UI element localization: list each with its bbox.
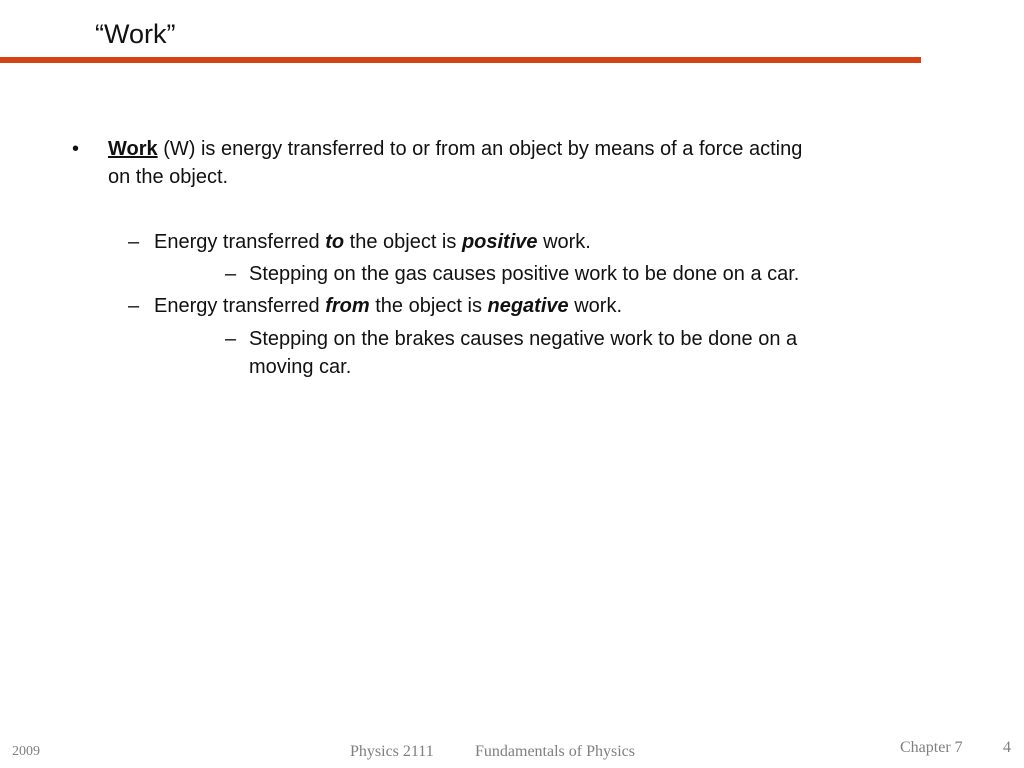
main-bullet-line-2: on the object. [108,166,229,188]
footer-course-title: Fundamentals of Physics [475,743,635,760]
emphasis-to: to [325,231,345,253]
title-divider [0,57,921,63]
term-work: Work [108,138,158,160]
bullet-marker: • [72,138,80,160]
slide-title: “Work” [95,19,176,49]
definition-text: (W) is energy transferred to or from an object by means of a force acting [157,138,803,160]
dash-marker: – [225,263,237,285]
detail-line-1: Stepping on the brakes causes negative work to be done on a [249,328,798,350]
emphasis-from: from [325,295,370,317]
detail-line-2: moving car. [249,356,352,378]
emphasis-negative: negative [487,295,569,317]
sub-bullet-text: Energy transferred [154,295,326,317]
detail-positive-example [249,260,909,288]
detail-line-1: Stepping on the gas causes positive work to be done on a car. [249,263,800,285]
sub-bullet-text: Energy transferred [154,231,326,253]
sub-bullet-text: the object is [369,295,488,317]
footer-course: Physics 2111 [350,743,434,760]
sub-bullet-positive [154,228,591,256]
main-bullet-line-1 [108,135,918,163]
footer-year: 2009 [12,744,40,759]
footer-page-number: 4 [1003,739,1011,756]
sub-bullet-text: work. [568,295,622,317]
dash-marker: – [225,328,237,350]
dash-marker: – [128,231,140,253]
detail-negative-example [249,325,909,381]
emphasis-positive: positive [461,231,538,253]
main-bullet-text [108,135,918,191]
footer-chapter: Chapter 7 [900,739,963,756]
dash-marker: – [128,295,140,317]
sub-bullet-text: work. [537,231,591,253]
sub-bullet-negative [154,292,622,320]
sub-bullet-text: the object is [344,231,462,253]
